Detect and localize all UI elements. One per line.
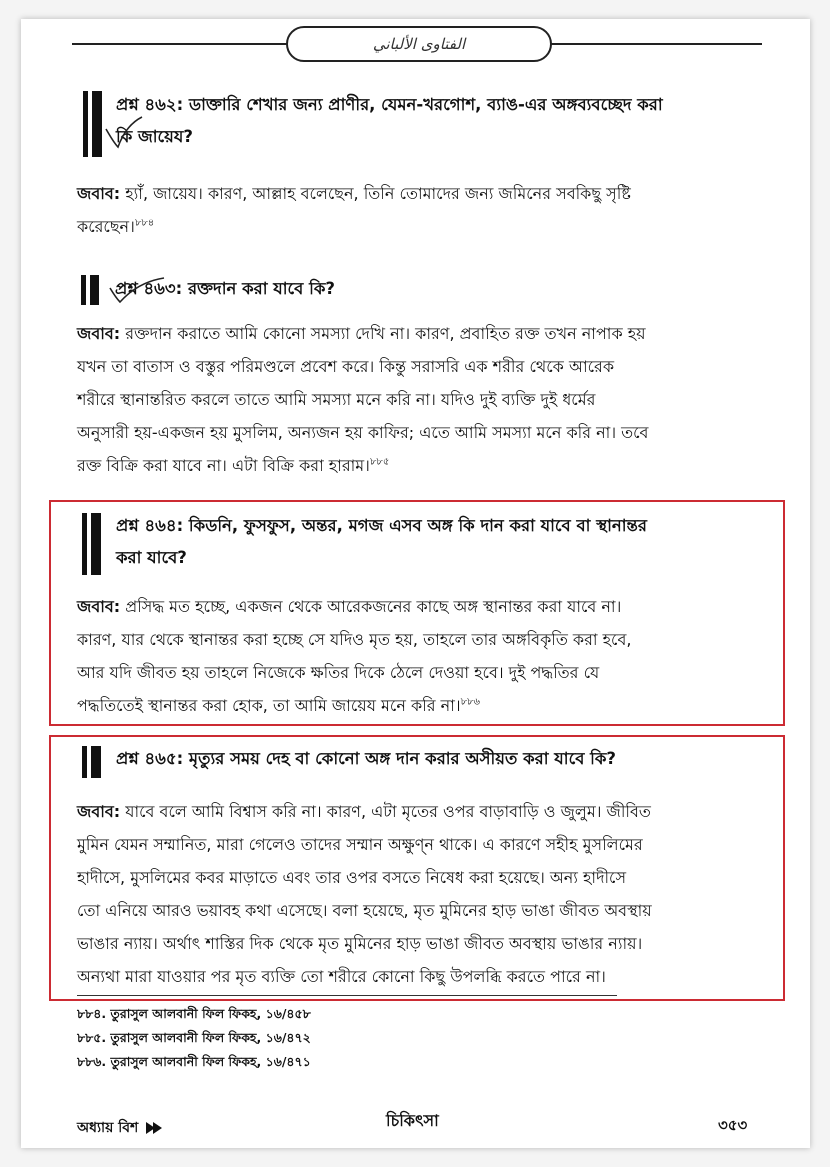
answer-line: আর যদি জীবত হয় তাহলে নিজেকে ক্ষতির দিকে ঠেলে দেওয়া হবে। দুই পদ্ধতির যে [77,663,600,682]
answer-line: পদ্ধতিতেই স্থানান্তর করা হোক, তা আমি জায়েয মনে করি না।$^{৮৮৬}$ [77,696,481,715]
answer-label: জবাব: [77,324,121,343]
answer-464 [77,590,631,722]
answer-line: তো এনিয়ে আরও ভয়াবহ কথা এসেছে। বলা হয়েছে, মৃত মুমিনের হাড় ভাঙা জীবত অবস্থায় [77,901,652,920]
question-464-heading [116,510,647,574]
question-marker-bar [83,91,88,157]
answer-line: ভাঙার ন্যায়। অর্থাৎ শাস্তির দিক থেকে মৃত মুমিনের হাড় ভাঙা জীবত অবস্থায় ভাঙার ন্যায়। [77,934,643,953]
footnote: ৮৮৬. তুরাসুল আলবানী ফিল ফিকহ, ১৬/৪৭১ [77,1054,311,1069]
answer-463 [77,317,648,482]
question-heading-line: প্রশ্ন ৪৬৫: মৃত্যুর সময় দেহ বা কোনো অঙ্গ দান করার অসীয়ত করা যাবে কি? [116,749,616,768]
pen-checkmark-icon [104,115,144,155]
answer-line: রক্ত বিক্রি করা যাবে না। এটা বিক্রি করা হারাম।$^{৮৮৫}$ [77,456,390,475]
header-title-frame [286,26,552,62]
answer-label: জবাব: [77,597,121,616]
double-arrow-icon [153,1122,162,1134]
answer-line: হাদীসে, মুসলিমের কবর মাড়াতে এবং তার ওপর বসতে নিষেধ করা হয়েছে। অন্য হাদীসে [77,868,627,887]
header-rule-left [72,43,288,45]
footnote-ref: ৮৮৫ [369,456,390,468]
question-marker-bar [82,513,87,575]
answer-line: মুমিন যেমন সম্মানিত, মারা গেলেও তাদের সম্মান অক্ষুণ্ন থাকে। এ কারণে সহীহ মুসলিমের [77,835,643,854]
answer-label: জবাব: [77,802,121,821]
question-marker-bar [81,275,86,305]
footer-chapter [77,1116,162,1140]
footnote: ৮৮৫. তুরাসুল আলবানী ফিল ফিকহ, ১৬/৪৭২ [77,1030,311,1045]
question-465-heading [116,743,616,775]
question-heading-line: করা যাবে? [116,548,187,567]
answer-line: শরীরে স্থানান্তরিত করলে তাতে আমি সমস্যা মনে করি না। যদিও দুই ব্যক্তি দুই ধর্মের [77,390,596,409]
question-marker-bar [90,275,99,305]
question-heading-line: প্রশ্ন ৪৬২: ডাক্তারি শেখার জন্য প্রাণীর, যেমন-খরগোশ, ব্যাঙ-এর অঙ্গব্যবচ্ছেদ করা [116,95,663,114]
question-heading-line: প্রশ্ন ৪৬৪: কিডনি, ফুসফুস, অন্তর, মগজ এসব অঙ্গ কি দান করা যাবে বা স্থানান্তর [116,516,647,535]
answer-line: জবাব: যাবে বলে আমি বিশ্বাস করি না। কারণ, এটা মৃতের ওপর বাড়াবাড়ি ও জুলুম। জীবিত [77,802,651,821]
footnote-ref: ৮৮৬ [460,696,481,708]
pen-checkmark-icon [108,276,168,306]
chapter-label: অধ্যায় বিশ [77,1120,139,1136]
question-marker-bar [82,746,87,778]
question-marker-bar [92,91,102,157]
answer-line: জবাব: হ্যাঁ, জায়েয। কারণ, আল্লাহ বলেছেন, তিনি তোমাদের জন্য জমিনের সবকিছু সৃষ্টি [77,184,631,203]
footnote-divider [77,995,617,996]
question-heading-line: প্রশ্ন ৪৬৩: রক্তদান করা যাবে কি? [115,279,335,298]
header-rule-right [550,43,762,45]
answer-line: অনুসারী হয়-একজন হয় মুসলিম, অন্যজন হয় কাফির; এতে আমি সমস্যা মনে করি না। তবে [77,423,649,442]
question-marker-bar [91,513,101,575]
footnote: ৮৮৪. তুরাসুল আলবানী ফিল ফিকহ, ১৬/৪৫৮ [77,1006,311,1021]
footnote-ref: ৮৮৪ [134,217,155,229]
answer-line: কারণ, যার থেকে স্থানান্তর করা হচ্ছে সে যদিও মৃত হয়, তাহলে তার অঙ্গবিকৃতি করা হবে, [77,630,632,649]
answer-line: যখন তা বাতাস ও বস্তুর পরিমণ্ডলে প্রবেশ করে। কিন্তু সরাসরি এক শরীর থেকে আরেক [77,357,615,376]
footer-section-title: চিকিৎসা [386,1111,439,1130]
header-title: الفتاوى الألباني [372,35,466,53]
answer-label: জবাব: [77,184,121,203]
page-number: ৩৫৩ [718,1116,748,1134]
answer-462 [77,177,631,243]
question-marker-bar [91,746,101,778]
question-462-heading [116,89,663,153]
answer-line: করেছেন।$^{৮৮৪}$ [77,217,155,236]
answer-line: জবাব: রক্তদান করাতে আমি কোনো সমস্যা দেখি না। কারণ, প্রবাহিত রক্ত তখন নাপাক হয় [77,324,646,343]
answer-line: অন্যথা মারা যাওয়ার পর মৃত ব্যক্তি তো শরীরে কোনো কিছু উপলব্ধি করতে পারে না। [77,967,606,986]
question-heading-line: কি জায়েয? [116,127,193,146]
answer-line: জবাব: প্রসিদ্ধ মত হচ্ছে, একজন থেকে আরেকজনের কাছে অঙ্গ স্থানান্তর করা যাবে না। [77,597,622,616]
answer-465 [77,795,652,993]
